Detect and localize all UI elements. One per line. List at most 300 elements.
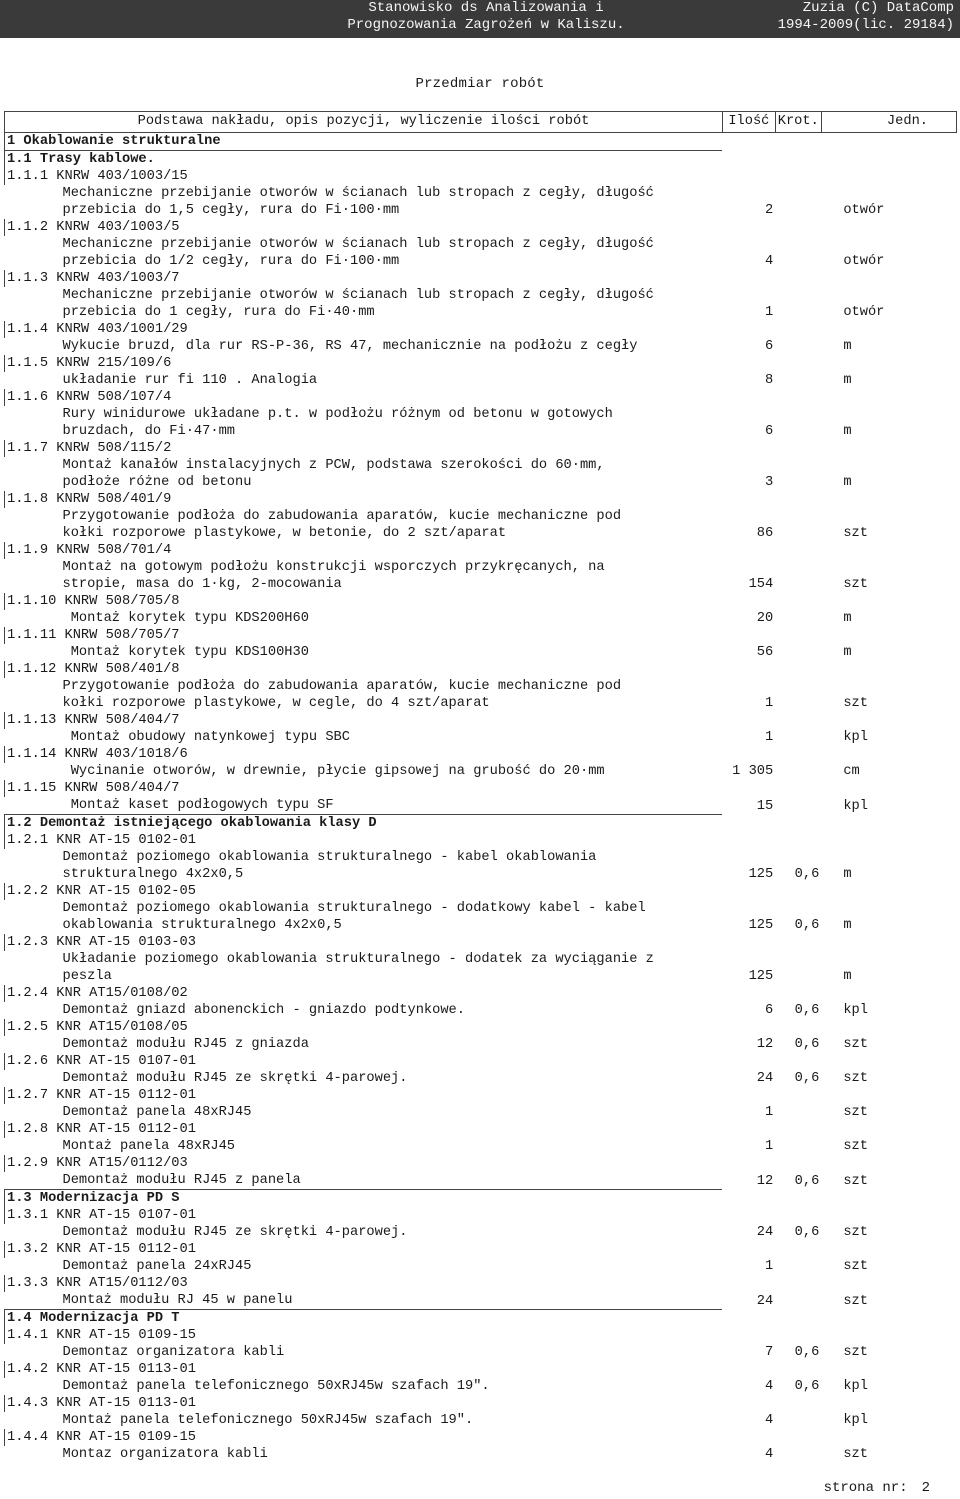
multiplier-value [775, 695, 821, 712]
multiplier-value [775, 270, 821, 287]
quantity-value: 125 [748, 867, 774, 882]
multiplier-value [775, 321, 821, 338]
column-header-row [5, 112, 957, 133]
quantity-value [722, 1019, 775, 1036]
unit-value [821, 985, 956, 1002]
multiplier-value [775, 1087, 821, 1104]
position-description: Montaż korytek typu KDS200H60 [62, 611, 309, 626]
quantity-value [722, 1327, 775, 1344]
position-code-row [5, 270, 957, 287]
multiplier-value [775, 1412, 821, 1429]
multiplier-value [775, 951, 821, 968]
multiplier-value [775, 1190, 821, 1208]
multiplier-value [775, 423, 821, 440]
position-description: okablowania strukturalnego 4x2x0,5 [62, 918, 342, 933]
multiplier-value [775, 185, 821, 202]
position-code: 1.3.2 KNR AT-15 0112-01 [5, 1241, 723, 1258]
quantity-value [722, 219, 775, 236]
quantity-value: 6 [765, 339, 774, 354]
quantity-value [722, 934, 775, 951]
quantity-value [722, 815, 775, 833]
position-description-row [5, 678, 957, 695]
multiplier-value [775, 219, 821, 236]
position-code: 1.2.1 KNR AT-15 0102-01 [5, 832, 723, 849]
page-number: 2 [921, 1480, 930, 1496]
unit-value: szt [843, 577, 868, 592]
unit-value: otwór [843, 203, 885, 218]
unit-value [821, 355, 956, 372]
unit-value [821, 746, 956, 763]
quantity-value: 12 [756, 1173, 774, 1189]
position-description-row [5, 253, 957, 270]
section-title: 1 Okablowanie strukturalne [5, 133, 723, 151]
position-code-row [5, 985, 957, 1002]
unit-value [821, 440, 956, 457]
position-description-row [5, 236, 957, 253]
multiplier-value [775, 1429, 821, 1446]
unit-value [821, 1155, 956, 1172]
multiplier-value [775, 849, 821, 866]
position-description-row [5, 968, 957, 985]
multiplier-value [775, 712, 821, 729]
multiplier-value [775, 832, 821, 849]
unit-value [821, 900, 956, 917]
unit-value: szt [843, 696, 868, 711]
position-description: układanie rur fi 110 . Analogia [62, 373, 318, 388]
quantity-value: 4 [765, 254, 774, 269]
multiplier-value [775, 1258, 821, 1275]
position-description-row [5, 304, 957, 321]
position-description-row [5, 1258, 957, 1275]
unit-value [821, 1121, 956, 1138]
quantity-value: 154 [748, 577, 774, 592]
quantity-value [722, 491, 775, 508]
multiplier-value [775, 746, 821, 763]
position-code: 1.4.3 KNR AT-15 0113-01 [5, 1395, 723, 1412]
position-code: 1.2.7 KNR AT-15 0112-01 [5, 1087, 723, 1104]
position-code: 1.4.4 KNR AT-15 0109-15 [5, 1429, 723, 1446]
position-description-row [5, 338, 957, 355]
header-org-line1: Stanowisko ds Analizowania i [368, 0, 604, 16]
position-code-row [5, 1241, 957, 1258]
multiplier-value [775, 1292, 821, 1310]
unit-value [821, 1327, 956, 1344]
multiplier-value [775, 593, 821, 610]
position-code-row [5, 1121, 957, 1138]
position-code: 1.1.10 KNRW 508/705/8 [5, 593, 723, 610]
table-body [5, 133, 957, 1464]
position-code-row [5, 712, 957, 729]
multiplier-value [775, 1395, 821, 1412]
multiplier-value: 0,6 [794, 1379, 820, 1394]
multiplier-value [775, 355, 821, 372]
quantity-value: 4 [765, 1413, 774, 1428]
unit-value [821, 934, 956, 951]
multiplier-value [775, 491, 821, 508]
quantity-value [722, 1207, 775, 1224]
position-code: 1.1.12 KNRW 508/401/8 [5, 661, 723, 678]
unit-value: m [843, 645, 852, 660]
unit-value [821, 1310, 956, 1328]
unit-value [821, 491, 956, 508]
quantity-value [722, 1275, 775, 1292]
position-description-row [5, 1070, 957, 1087]
unit-value [821, 508, 956, 525]
position-description: Demontaż panela 24xRJ45 [62, 1259, 252, 1274]
position-description-row [5, 1172, 957, 1190]
position-description: Demontaż panela telefonicznego 50xRJ45w szafach 19". [62, 1379, 490, 1394]
multiplier-value [775, 151, 821, 169]
quantity-value: 1 [765, 1105, 774, 1120]
multiplier-value [775, 389, 821, 406]
position-description-row [5, 610, 957, 627]
position-description-row [5, 423, 957, 440]
multiplier-value [775, 1446, 821, 1463]
multiplier-value [775, 457, 821, 474]
multiplier-value: 0,6 [794, 1225, 820, 1240]
position-code-row [5, 355, 957, 372]
unit-value [821, 1087, 956, 1104]
section-title: 1.1 Trasy kablowe. [5, 151, 723, 169]
position-code: 1.2.9 KNR AT15/0112/03 [5, 1155, 723, 1172]
multiplier-value [775, 1104, 821, 1121]
position-code: 1.1.2 KNRW 403/1003/5 [5, 219, 723, 236]
unit-value [821, 1053, 956, 1070]
quantity-value [722, 849, 775, 866]
unit-value [821, 678, 956, 695]
position-description: peszla [62, 969, 112, 984]
quantity-value [722, 1310, 775, 1328]
column-header-description: Podstawa nakładu, opis pozycji, wyliczenie ilości robót [5, 112, 723, 133]
quantity-value [722, 559, 775, 576]
multiplier-value [775, 168, 821, 185]
position-code-row [5, 491, 957, 508]
unit-value: szt [843, 1345, 868, 1360]
position-description-row [5, 202, 957, 219]
multiplier-value [775, 985, 821, 1002]
multiplier-value [775, 644, 821, 661]
position-code: 1.1.7 KNRW 508/115/2 [5, 440, 723, 457]
position-description: Rury winidurowe układane p.t. w podłożu różnym od betonu w gotowych [62, 407, 613, 422]
quantity-value [722, 406, 775, 423]
unit-value [821, 1395, 956, 1412]
header-software-line1: Zuzia (C) DataComp [802, 0, 954, 16]
position-description-row [5, 900, 957, 917]
position-description: bruzdach, do Fi·47·mm [62, 424, 235, 439]
section-title: 1.3 Modernizacja PD S [5, 1190, 723, 1208]
unit-value: szt [843, 1259, 868, 1274]
position-description: Demontaż gniazd abonenckich - gniazdo podtynkowe. [62, 1003, 465, 1018]
multiplier-value [775, 968, 821, 985]
position-description: strukturalnego 4x2x0,5 [62, 867, 244, 882]
multiplier-value: 0,6 [794, 1173, 820, 1189]
position-description-row [5, 1224, 957, 1241]
unit-value [821, 1275, 956, 1292]
quantity-value: 1 [765, 696, 774, 711]
unit-value [821, 270, 956, 287]
position-description-row [5, 951, 957, 968]
multiplier-value [775, 729, 821, 746]
position-description: przebicia do 1/2 cegły, rura do Fi·100·mm [62, 254, 400, 269]
position-code: 1.4.2 KNR AT-15 0113-01 [5, 1361, 723, 1378]
page-number-label: strona nr: [823, 1480, 908, 1496]
section-heading-row [5, 133, 957, 151]
position-description: Demontaż modułu RJ45 z panela [62, 1173, 301, 1188]
unit-value [821, 236, 956, 253]
unit-value: cm [843, 764, 860, 779]
multiplier-value: 0,6 [794, 1345, 820, 1360]
position-description: Demontaż modułu RJ45 ze skrętki 4-parowej. [62, 1225, 408, 1240]
position-code-row [5, 627, 957, 644]
position-description: Mechaniczne przebijanie otworów w ścianach lub stropach z cegły, długość [62, 288, 654, 303]
unit-value [821, 457, 956, 474]
unit-value [821, 1429, 956, 1446]
quantity-value [722, 883, 775, 900]
position-description: Montaż korytek typu KDS100H30 [62, 645, 309, 660]
unit-value: m [843, 339, 852, 354]
unit-value: otwór [843, 254, 885, 269]
quantity-value: 1 305 [732, 764, 774, 779]
position-code-row [5, 1429, 957, 1446]
position-description-row [5, 763, 957, 780]
quantity-value: 24 [756, 1225, 774, 1240]
position-description: Przygotowanie podłoża do zabudowania aparatów, kucie mechaniczne pod [62, 509, 622, 524]
quantity-value: 24 [756, 1071, 774, 1086]
quantity-value [722, 440, 775, 457]
position-code-row [5, 168, 957, 185]
multiplier-value [775, 1207, 821, 1224]
position-description-row [5, 797, 957, 815]
multiplier-value [775, 253, 821, 270]
multiplier-value [775, 763, 821, 780]
position-description-row [5, 559, 957, 576]
multiplier-value [775, 1019, 821, 1036]
unit-value [821, 219, 956, 236]
unit-value: m [843, 969, 852, 984]
position-code-row [5, 661, 957, 678]
quantity-value [722, 151, 775, 169]
position-code: 1.1.13 KNRW 508/404/7 [5, 712, 723, 729]
position-description: Układanie poziomego okablowania strukturalnego - dodatek za wyciąganie z [62, 952, 654, 967]
position-description-row [5, 1138, 957, 1155]
header-software [724, 0, 954, 34]
position-code: 1.1.11 KNRW 508/705/7 [5, 627, 723, 644]
quantity-value [722, 508, 775, 525]
multiplier-value [775, 1241, 821, 1258]
quantity-value: 2 [765, 203, 774, 218]
position-code: 1.1.14 KNRW 403/1018/6 [5, 746, 723, 763]
multiplier-value [775, 661, 821, 678]
unit-value [821, 1241, 956, 1258]
position-code-row [5, 389, 957, 406]
position-code-row [5, 883, 957, 900]
quantity-value [722, 457, 775, 474]
position-code: 1.1.15 KNRW 508/404/7 [5, 780, 723, 797]
multiplier-value [775, 900, 821, 917]
position-description: przebicia do 1 cegły, rura do Fi·40·mm [62, 305, 375, 320]
unit-value: szt [843, 1293, 868, 1309]
multiplier-value [775, 474, 821, 491]
column-header-multiplier: Krot. [775, 112, 821, 133]
quantity-value [722, 1155, 775, 1172]
unit-value: kpl [843, 1003, 868, 1018]
section-heading-row [5, 815, 957, 833]
multiplier-value [775, 202, 821, 219]
multiplier-value [775, 236, 821, 253]
multiplier-value [775, 440, 821, 457]
position-description: Demontaż poziomego okablowania strukturalnego - dodatkowy kabel - kabel [62, 901, 646, 916]
quantity-value [722, 1361, 775, 1378]
quantity-value: 4 [765, 1379, 774, 1394]
quantity-value [722, 389, 775, 406]
position-description: podłoże różne od betonu [62, 475, 252, 490]
multiplier-value [775, 576, 821, 593]
quantity-value: 1 [765, 730, 774, 745]
quantity-value [722, 1241, 775, 1258]
position-code-row [5, 1207, 957, 1224]
quantity-value: 1 [765, 1259, 774, 1274]
unit-value [821, 780, 956, 797]
unit-value [821, 1361, 956, 1378]
position-code: 1.4.1 KNR AT-15 0109-15 [5, 1327, 723, 1344]
multiplier-value: 0,6 [794, 1071, 820, 1086]
quantity-value [722, 746, 775, 763]
unit-value [821, 951, 956, 968]
multiplier-value [775, 542, 821, 559]
multiplier-value [775, 372, 821, 389]
quantity-value: 20 [756, 611, 774, 626]
quantity-value [722, 900, 775, 917]
position-description: Przygotowanie podłoża do zabudowania aparatów, kucie mechaniczne pod [62, 679, 622, 694]
position-description: Montaż kanałów instalacyjnych z PCW, podstawa szerokości do 60·mm, [62, 458, 605, 473]
position-description-row [5, 406, 957, 423]
position-code-row [5, 934, 957, 951]
multiplier-value [775, 1310, 821, 1328]
position-description-row [5, 1344, 957, 1361]
position-description: Montaż modułu RJ 45 w panelu [62, 1293, 293, 1308]
position-description: przebicia do 1,5 cegły, rura do Fi·100·mm [62, 203, 400, 218]
quantity-value: 12 [756, 1037, 774, 1052]
position-description-row [5, 185, 957, 202]
position-code-row [5, 1053, 957, 1070]
multiplier-value [775, 1053, 821, 1070]
position-description-row [5, 1292, 957, 1310]
multiplier-value [775, 678, 821, 695]
position-description-row [5, 1378, 957, 1395]
multiplier-value [775, 797, 821, 815]
position-code-row [5, 832, 957, 849]
position-code: 1.2.6 KNR AT-15 0107-01 [5, 1053, 723, 1070]
quantity-value: 6 [765, 1003, 774, 1018]
multiplier-value [775, 304, 821, 321]
multiplier-value [775, 815, 821, 833]
quantity-value [722, 780, 775, 797]
unit-value: otwór [843, 305, 885, 320]
unit-value: szt [843, 526, 868, 541]
unit-value: szt [843, 1105, 868, 1120]
header-software-line2: 1994-2009(lic. 29184) [777, 17, 954, 33]
position-code-row [5, 542, 957, 559]
position-description-row [5, 525, 957, 542]
unit-value: szt [843, 1173, 868, 1189]
position-description-row [5, 474, 957, 491]
multiplier-value [775, 287, 821, 304]
position-description-row [5, 849, 957, 866]
position-description: Mechaniczne przebijanie otworów w ścianach lub stropach z cegły, długość [62, 186, 654, 201]
unit-value [821, 661, 956, 678]
quantity-value [722, 270, 775, 287]
multiplier-value [775, 883, 821, 900]
position-code: 1.2.2 KNR AT-15 0102-05 [5, 883, 723, 900]
position-description-row [5, 695, 957, 712]
position-code: 1.2.8 KNR AT-15 0112-01 [5, 1121, 723, 1138]
quantity-value [722, 593, 775, 610]
quantity-value: 8 [765, 373, 774, 388]
quantity-value [722, 355, 775, 372]
position-code: 1.2.5 KNR AT15/0108/05 [5, 1019, 723, 1036]
unit-value [821, 168, 956, 185]
position-code-row [5, 1361, 957, 1378]
position-description-row [5, 287, 957, 304]
unit-value [821, 1207, 956, 1224]
multiplier-value: 0,6 [794, 918, 820, 933]
multiplier-value [775, 133, 821, 151]
quantity-value [722, 951, 775, 968]
position-code: 1.1.4 KNRW 403/1001/29 [5, 321, 723, 338]
unit-value [821, 287, 956, 304]
multiplier-value: 0,6 [794, 1037, 820, 1052]
position-description: Demontaż panela 48xRJ45 [62, 1105, 252, 1120]
multiplier-value [775, 1361, 821, 1378]
quantity-value [722, 1429, 775, 1446]
quantity-value [722, 712, 775, 729]
position-description: stropie, masa do 1·kg, 2-mocowania [62, 577, 342, 592]
quantity-value [722, 1121, 775, 1138]
unit-value: m [843, 424, 852, 439]
column-header-unit: Jedn. [821, 112, 956, 133]
position-code: 1.2.3 KNR AT-15 0103-03 [5, 934, 723, 951]
quantity-value: 24 [756, 1293, 774, 1309]
quantity-value: 56 [756, 645, 774, 660]
position-code-row [5, 1275, 957, 1292]
quantity-value [722, 542, 775, 559]
unit-value: kpl [843, 798, 868, 814]
header-organization [306, 0, 666, 34]
multiplier-value [775, 1275, 821, 1292]
unit-value [821, 815, 956, 833]
position-code: 1.3.3 KNR AT15/0112/03 [5, 1275, 723, 1292]
quantity-value [722, 1395, 775, 1412]
unit-value [821, 593, 956, 610]
position-description-row [5, 1104, 957, 1121]
quantity-value [722, 1190, 775, 1208]
unit-value [821, 185, 956, 202]
position-description-row [5, 644, 957, 661]
header-org-line2: Prognozowania Zagrożeń w Kaliszu. [347, 17, 625, 33]
multiplier-value [775, 338, 821, 355]
position-code-row [5, 593, 957, 610]
multiplier-value [775, 1155, 821, 1172]
position-description-row [5, 372, 957, 389]
quantity-value: 7 [765, 1345, 774, 1360]
position-code-row [5, 1327, 957, 1344]
unit-value: kpl [843, 730, 868, 745]
multiplier-value: 0,6 [794, 867, 820, 882]
position-description-row [5, 508, 957, 525]
quantity-value: 1 [765, 305, 774, 320]
position-description: Demontaż poziomego okablowania strukturalnego - kabel okablowania [62, 850, 597, 865]
position-description: Mechaniczne przebijanie otworów w ścianach lub stropach z cegły, długość [62, 237, 654, 252]
